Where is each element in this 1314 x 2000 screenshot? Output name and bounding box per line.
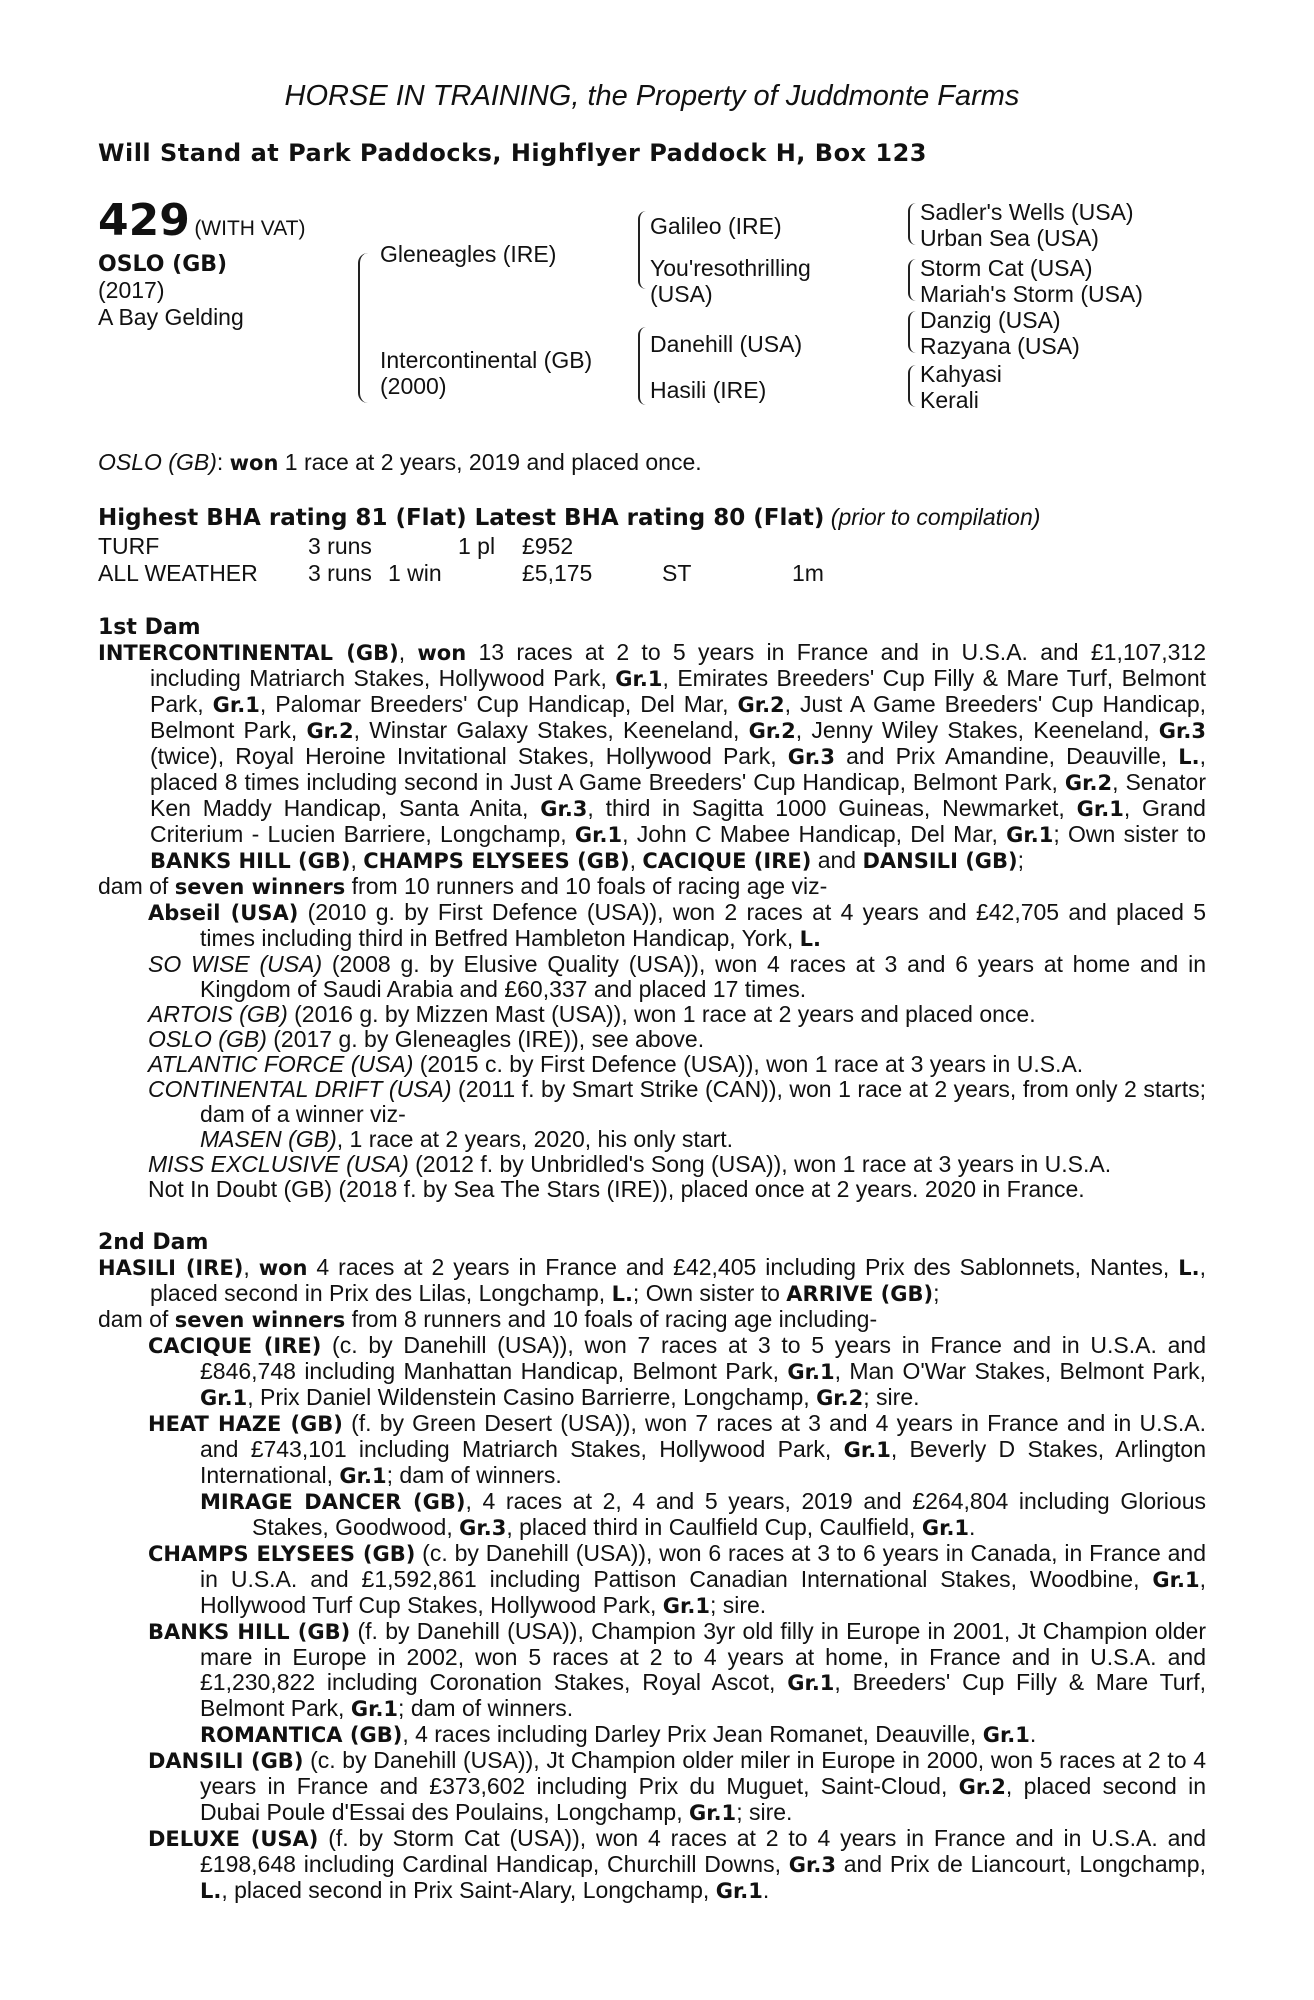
lot-info — [98, 195, 306, 331]
ss-brace — [638, 211, 648, 289]
record-row-aw: ALL WEATHER 3 runs 1 win £5,175 ST 1m — [98, 560, 824, 586]
dd-sire: Kahyasi — [920, 361, 1002, 387]
page-header: HORSE IN TRAINING, the Property of Juddmonte Farms — [284, 80, 1020, 112]
ds-brace — [638, 327, 648, 405]
horse-description: A Bay Gelding — [98, 304, 244, 330]
catalogue-page — [98, 80, 1206, 1904]
record-row-turf: TURF 3 runs 1 pl £952 — [98, 533, 574, 559]
sd-dam: Mariah's Storm (USA) — [920, 281, 1143, 307]
sire: Gleneagles (IRE) — [380, 241, 557, 267]
ds-dam: Razyana (USA) — [920, 333, 1080, 359]
sd-sire: Storm Cat (USA) — [920, 255, 1093, 281]
dd-dam: Kerali — [920, 387, 979, 413]
ds-sire: Danzig (USA) — [920, 307, 1061, 333]
b4 — [908, 365, 918, 407]
sire-dam-line1: You'resothrilling — [650, 255, 811, 281]
dam-sire: Danehill (USA) — [650, 331, 803, 357]
dam-line2: (2000) — [380, 373, 447, 399]
ss-sire: Sadler's Wells (USA) — [920, 199, 1134, 225]
race-summary: OSLO (GB): won 1 race at 2 years, 2019 and placed once. — [98, 449, 702, 475]
sire-brace — [358, 253, 370, 403]
bha-rating: Highest BHA rating 81 (Flat) Latest BHA rating 80 (Flat) (prior to compilation) — [98, 504, 1041, 531]
stand-location: Will Stand at Park Paddocks, Highflyer Paddock H, Box 123 — [98, 139, 927, 167]
second-dam-section: HASILI (IRE), won 4 races at 2 years in France and £42,405 including Prix des Sablonnets, Nantes, L., placed second in Prix des Lilas, Longchamp, L.; Own sister to ARRIVE (GB); dam of seven winners from 8 runners and 10 foals of racing age including- CACIQUE (IRE) (c. by Danehill (USA)), won 7 races at 3 to 5 years in France and in U.S.A. and £846,748 including Manhattan Handicap, Belmont Park, Gr.1, Man O'War Stakes, Belmont Park, Gr.1, Prix Daniel Wildenstein Casino Barrierre, Longchamp, Gr.2; sire. HEAT HAZE (GB) (f. by Green Desert (USA)), won 7 races at 3 and 4 years in France and in U.S.A. and £743,101 including Matriarch Stakes, Hollywood Park, Gr.1, Beverly D Stakes, Arlington International, Gr.1; dam of winners. MIRAGE DANCER (GB), 4 races at 2, 4 and 5 years, 2019 and £264,804 including Glorious Stakes, Goodwood, Gr.3, placed third in Caulfield Cup, Caulfield, Gr.1. CHAMPS ELYSEES (GB) (c. by Danehill (USA)), won 6 races at 3 to 6 years in Canada, in France and in U.S.A. and £1,592,861 including Pattison Canadian International Stakes, Woodbine, Gr.1, Hollywood Turf Cup Stakes, Hollywood Park, Gr.1; sire. BANKS HILL (GB) (f. by Danehill (USA)), Champion 3yr old filly in Europe in 2001, Jt Champion older mare in Europe in 2002, won 5 races at 2 to 4 years at home, in France and in U.S.A. and £1,230,822 including Coronation Stakes, Royal Ascot, Gr.1, Breeders' Cup Filly & Mare Turf, Belmont Park, Gr.1; dam of winners. ROMANTICA (GB), 4 races including Darley Prix Jean Romanet, Deauville, Gr.1. DANSILI (GB) (c. by Danehill (USA)), Jt Champion older miler in Europe in 2000, won 5 races at 2 to 4 years in France and £373,602 including Prix du Muguet, Saint-Cloud, Gr.2, placed second in Dubai Poule d'Essai des Poulains, Longchamp, Gr.1; sire. DELUXE (USA) (f. by Storm Cat (USA)), won 4 races at 2 to 4 years in France and in U.S.A. and £198,648 including Cardinal Handicap, Churchill Downs, Gr.3 and Prix de Liancourt, Longchamp, L., placed second in Prix Saint-Alary, Longchamp, Gr.1. — [98, 1254, 1207, 1903]
lot-number: 429 — [98, 195, 190, 246]
sire-dam-line2: (USA) — [650, 281, 713, 307]
b2 — [908, 259, 918, 301]
pedigree-table — [98, 195, 1206, 435]
horse-year: (2017) — [98, 277, 165, 303]
vat-note: (WITH VAT) — [194, 217, 306, 240]
horse-name: OSLO (GB) — [98, 252, 228, 277]
ss-dam: Urban Sea (USA) — [920, 225, 1099, 251]
race-record-table — [98, 533, 824, 587]
first-dam-heading: 1st Dam — [98, 615, 201, 640]
b3 — [908, 311, 918, 353]
dam-dam: Hasili (IRE) — [650, 377, 767, 403]
sire-sire: Galileo (IRE) — [650, 213, 782, 239]
b1 — [908, 203, 918, 245]
second-dam-heading: 2nd Dam — [98, 1230, 209, 1255]
first-dam-section: INTERCONTINENTAL (GB), won 13 races at 2 to 5 years in France and in U.S.A. and £1,107,312 including Matriarch Stakes, Hollywood Park, Gr.1, Emirates Breeders' Cup Filly & Mare Turf, Belmont Park, Gr.1, Palomar Breeders' Cup Handicap, Del Mar, Gr.2, Just A Game Breeders' Cup Handicap, Belmont Park, Gr.2, Winstar Galaxy Stakes, Keeneland, Gr.2, Jenny Wiley Stakes, Keeneland, Gr.3 (twice), Royal Heroine Invitational Stakes, Hollywood Park, Gr.3 and Prix Amandine, Deauville, L., placed 8 times including second in Just A Game Breeders' Cup Handicap, Belmont Park, Gr.2, Senator Ken Maddy Handicap, Santa Anita, Gr.3, third in Sagitta 1000 Guineas, Newmarket, Gr.1, Grand Criterium - Lucien Barriere, Longchamp, Gr.1, John C Mabee Handicap, Del Mar, Gr.1; Own sister to BANKS HILL (GB), CHAMPS ELYSEES (GB), CACIQUE (IRE) and DANSILI (GB); dam of seven winners from 10 runners and 10 foals of racing age viz- Abseil (USA) (2010 g. by First Defence (USA)), won 2 races at 4 years and £42,705 and placed 5 times including third in Betfred Hambleton Handicap, York, L. SO WISE (USA) (2008 g. by Elusive Quality (USA)), won 4 races at 3 and 6 years at home and in Kingdom of Saudi Arabia and £60,337 and placed 17 times. ARTOIS (GB) (2016 g. by Mizzen Mast (USA)), won 1 race at 2 years and placed once. OSLO (GB) (2017 g. by Gleneagles (IRE)), see above. ATLANTIC FORCE (USA) (2015 c. by First Defence (USA)), won 1 race at 3 years in U.S.A. CONTINENTAL DRIFT (USA) (2011 f. by Smart Strike (CAN)), won 1 race at 2 years, from only 2 starts; dam of a winner viz- MASEN (GB), 1 race at 2 years, 2020, his only start. MISS EXCLUSIVE (USA) (2012 f. by Unbridled's Song (USA)), won 1 race at 3 years in U.S.A. Not In Doubt (GB) (2018 f. by Sea The Stars (IRE)), placed once at 2 years. 2020 in France. — [98, 639, 1207, 1202]
dam-line1: Intercontinental (GB) — [380, 347, 593, 373]
